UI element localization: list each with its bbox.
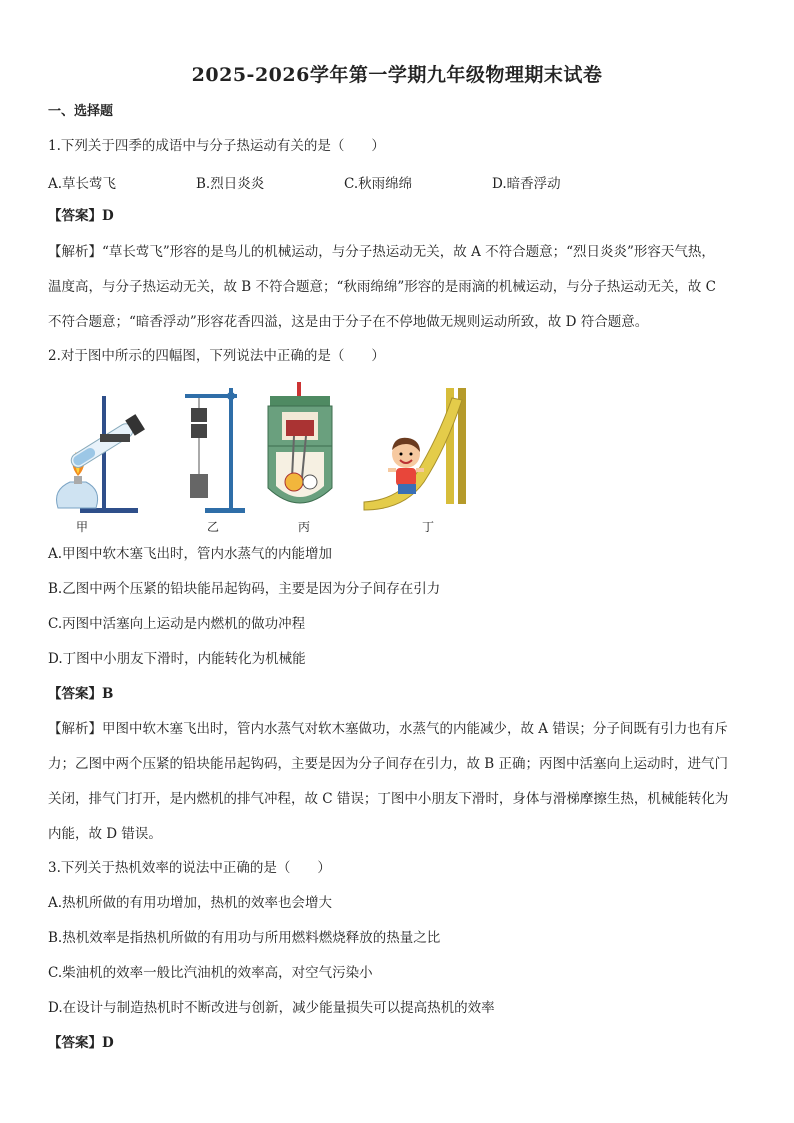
section-heading: 一、选择题	[48, 104, 114, 119]
question-1-analysis-line: 不符合题意；“暗香浮动”形容花香四溢，这是由于分子在不停地做无规则运动所致，故 D 符合题意。	[48, 314, 649, 330]
question-2-analysis-line: 【解析】甲图中软木塞飞出时，管内水蒸气对软木塞做功，水蒸气的内能减少，故 A 错误；分子间既有引力也有斥	[48, 721, 728, 737]
question-3-option-a: A.热机所做的有用功增加，热机的效率也会增大	[48, 895, 333, 911]
question-2-analysis-line: 内能，故 D 错误。	[48, 826, 162, 842]
question-3-option-d: D.在设计与制造热机时不断改进与创新，减少能量损失可以提高热机的效率	[48, 1000, 495, 1016]
question-2-option-d: D.丁图中小朋友下滑时，内能转化为机械能	[48, 651, 306, 667]
figure-bing-engine-icon	[262, 378, 342, 518]
question-1-analysis-line: 温度高，与分子热运动无关，故 B 不符合题意；“秋雨绵绵”形容的是雨滴的机械运动，与分子热运动无关，故 C	[48, 279, 716, 295]
question-2-option-c: C.丙图中活塞向上运动是内燃机的做功冲程	[48, 616, 306, 632]
question-2-answer: 【答案】B	[48, 686, 114, 702]
page-title: 2025-2026学年第一学期九年级物理期末试卷	[191, 64, 603, 86]
figure-yi-lead-blocks-icon	[175, 378, 245, 518]
question-1-option-d: D.暗香浮动	[492, 176, 561, 192]
question-2-analysis-line: 力；乙图中两个压紧的铅块能吊起钩码，主要是因为分子间存在引力，故 B 正确；丙图中活塞向上运动时，进气门	[48, 756, 729, 772]
question-1-option-b: B.烈日炎炎	[196, 176, 265, 192]
question-3-stem: 3.下列关于热机效率的说法中正确的是（ ）	[48, 860, 331, 876]
question-3-option-c: C.柴油机的效率一般比汽油机的效率高，对空气污染小	[48, 965, 373, 981]
question-1-option-a: A.草长莺飞	[48, 176, 117, 192]
question-3-option-b: B.热机效率是指热机所做的有用功与所用燃料燃烧释放的热量之比	[48, 930, 441, 946]
question-2-option-a: A.甲图中软木塞飞出时，管内水蒸气的内能增加	[48, 546, 333, 562]
question-1-analysis-line: 【解析】“草长莺飞”形容的是鸟儿的机械运动，与分子热运动无关，故 A 不符合题意；“烈日炎炎”形容天气热，	[48, 244, 715, 260]
figure-label-ding: 丁	[422, 520, 435, 534]
question-2-analysis-line: 关闭，排气门打开，是内燃机的排气冲程，故 C 错误；丁图中小朋友下滑时，身体与滑梯摩擦生热，机械能转化为	[48, 791, 729, 807]
question-2-option-b: B.乙图中两个压紧的铅块能吊起钩码，主要是因为分子间存在引力	[48, 581, 441, 597]
figure-ding-slide-icon	[358, 378, 478, 518]
question-2-stem: 2.对于图中所示的四幅图，下列说法中正确的是（ ）	[48, 348, 385, 364]
question-1-option-c: C.秋雨绵绵	[344, 176, 413, 192]
figure-jia-test-tube-icon	[40, 378, 160, 518]
question-3-answer: 【答案】D	[48, 1035, 114, 1051]
figure-label-bing: 丙	[298, 520, 311, 534]
figure-label-yi: 乙	[207, 520, 220, 534]
question-2-figures	[40, 378, 500, 534]
figure-label-jia: 甲	[76, 520, 89, 534]
question-1-answer: 【答案】D	[48, 208, 114, 224]
question-1-stem: 1.下列关于四季的成语中与分子热运动有关的是（ ）	[48, 138, 385, 154]
